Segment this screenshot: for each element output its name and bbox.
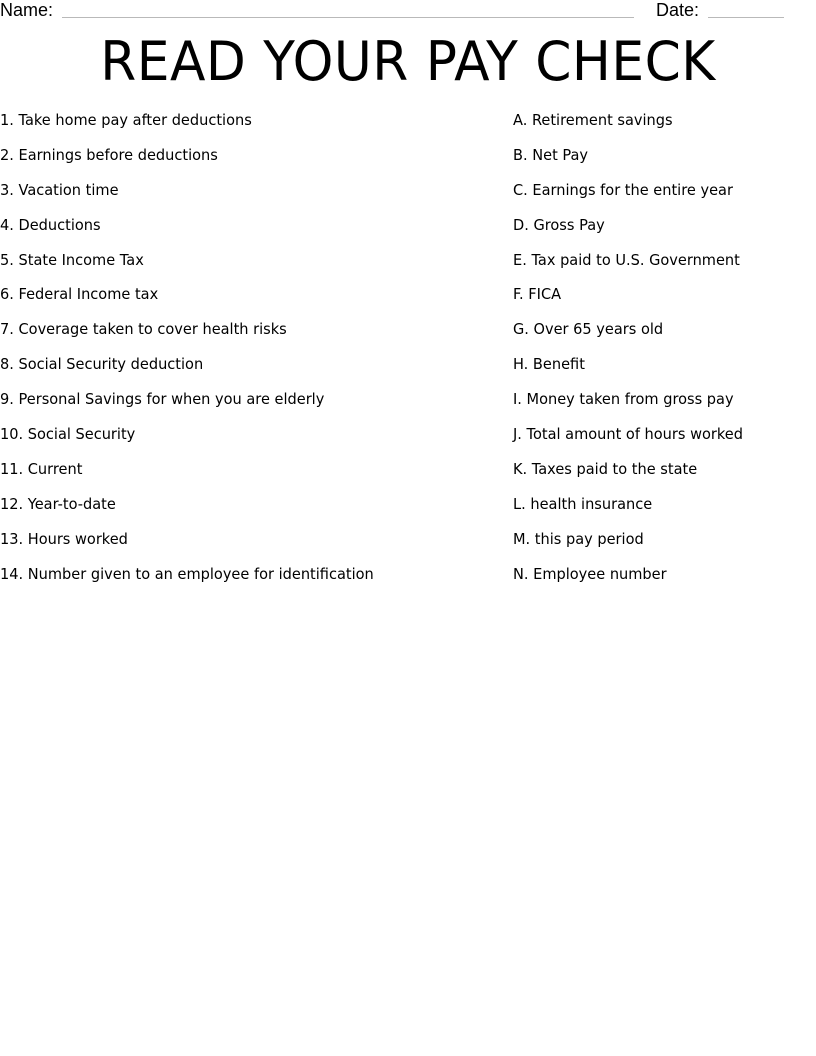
term-text: 4. Deductions: [0, 215, 101, 234]
definition-item: [513, 145, 813, 180]
definition-text: E. Tax paid to U.S. Government: [513, 250, 740, 269]
definition-item: [513, 459, 813, 494]
definition-text: M. this pay period: [513, 529, 644, 548]
term-item: [0, 180, 500, 215]
definition-text: B. Net Pay: [513, 145, 589, 164]
term-text: 3. Vacation time: [0, 180, 119, 199]
name-field-line[interactable]: [62, 17, 634, 18]
definitions-list: [513, 110, 813, 598]
date-label: Date:: [656, 0, 700, 20]
term-item: [0, 529, 500, 564]
term-item: [0, 389, 500, 424]
term-text: 13. Hours worked: [0, 529, 128, 548]
term-text: 2. Earnings before deductions: [0, 145, 218, 164]
term-item: [0, 110, 500, 145]
term-text: 10. Social Security: [0, 425, 136, 444]
definition-item: [513, 250, 813, 285]
definition-item: [513, 180, 813, 215]
term-text: 6. Federal Income tax: [0, 285, 159, 304]
definition-item: [513, 529, 813, 564]
term-item: [0, 459, 500, 494]
term-text: 5. State Income Tax: [0, 250, 144, 269]
definition-text: D. Gross Pay: [513, 215, 605, 234]
definition-text: L. health insurance: [513, 494, 653, 513]
definition-item: [513, 564, 813, 599]
definition-text: K. Taxes paid to the state: [513, 459, 698, 478]
term-text: 7. Coverage taken to cover health risks: [0, 320, 287, 339]
term-text: 8. Social Security deduction: [0, 355, 204, 374]
term-item: [0, 354, 500, 389]
term-item: [0, 145, 500, 180]
definition-text: J. Total amount of hours worked: [513, 425, 743, 444]
definition-item: [513, 354, 813, 389]
term-text: 9. Personal Savings for when you are elderly: [0, 390, 325, 409]
term-item: [0, 319, 500, 354]
definition-text: F. FICA: [513, 285, 562, 304]
definition-text: N. Employee number: [513, 564, 667, 583]
term-item: [0, 494, 500, 529]
term-text: 12. Year-to-date: [0, 494, 116, 513]
terms-list: [0, 110, 500, 598]
definition-text: G. Over 65 years old: [513, 320, 664, 339]
definition-item: [513, 389, 813, 424]
term-text: 14. Number given to an employee for identification: [0, 564, 374, 583]
term-text: 11. Current: [0, 459, 83, 478]
term-item: [0, 284, 500, 319]
term-text: 1. Take home pay after deductions: [0, 111, 252, 129]
definition-item: [513, 215, 813, 250]
term-item: [0, 564, 500, 599]
definition-text: C. Earnings for the entire year: [513, 180, 733, 199]
definition-item: [513, 284, 813, 319]
term-item: [0, 250, 500, 285]
worksheet-header: [0, 0, 816, 22]
definition-text: I. Money taken from gross pay: [513, 390, 734, 409]
definition-text: H. Benefit: [513, 355, 585, 374]
term-item: [0, 215, 500, 250]
name-label: Name:: [0, 0, 54, 20]
definition-text: A. Retirement savings: [513, 111, 673, 129]
definition-item: [513, 110, 813, 145]
term-item: [0, 424, 500, 459]
definition-item: [513, 319, 813, 354]
definition-item: [513, 494, 813, 529]
page-title: READ YOUR PAY CHECK: [100, 30, 716, 93]
definition-item: [513, 424, 813, 459]
date-field-line[interactable]: [708, 17, 784, 18]
